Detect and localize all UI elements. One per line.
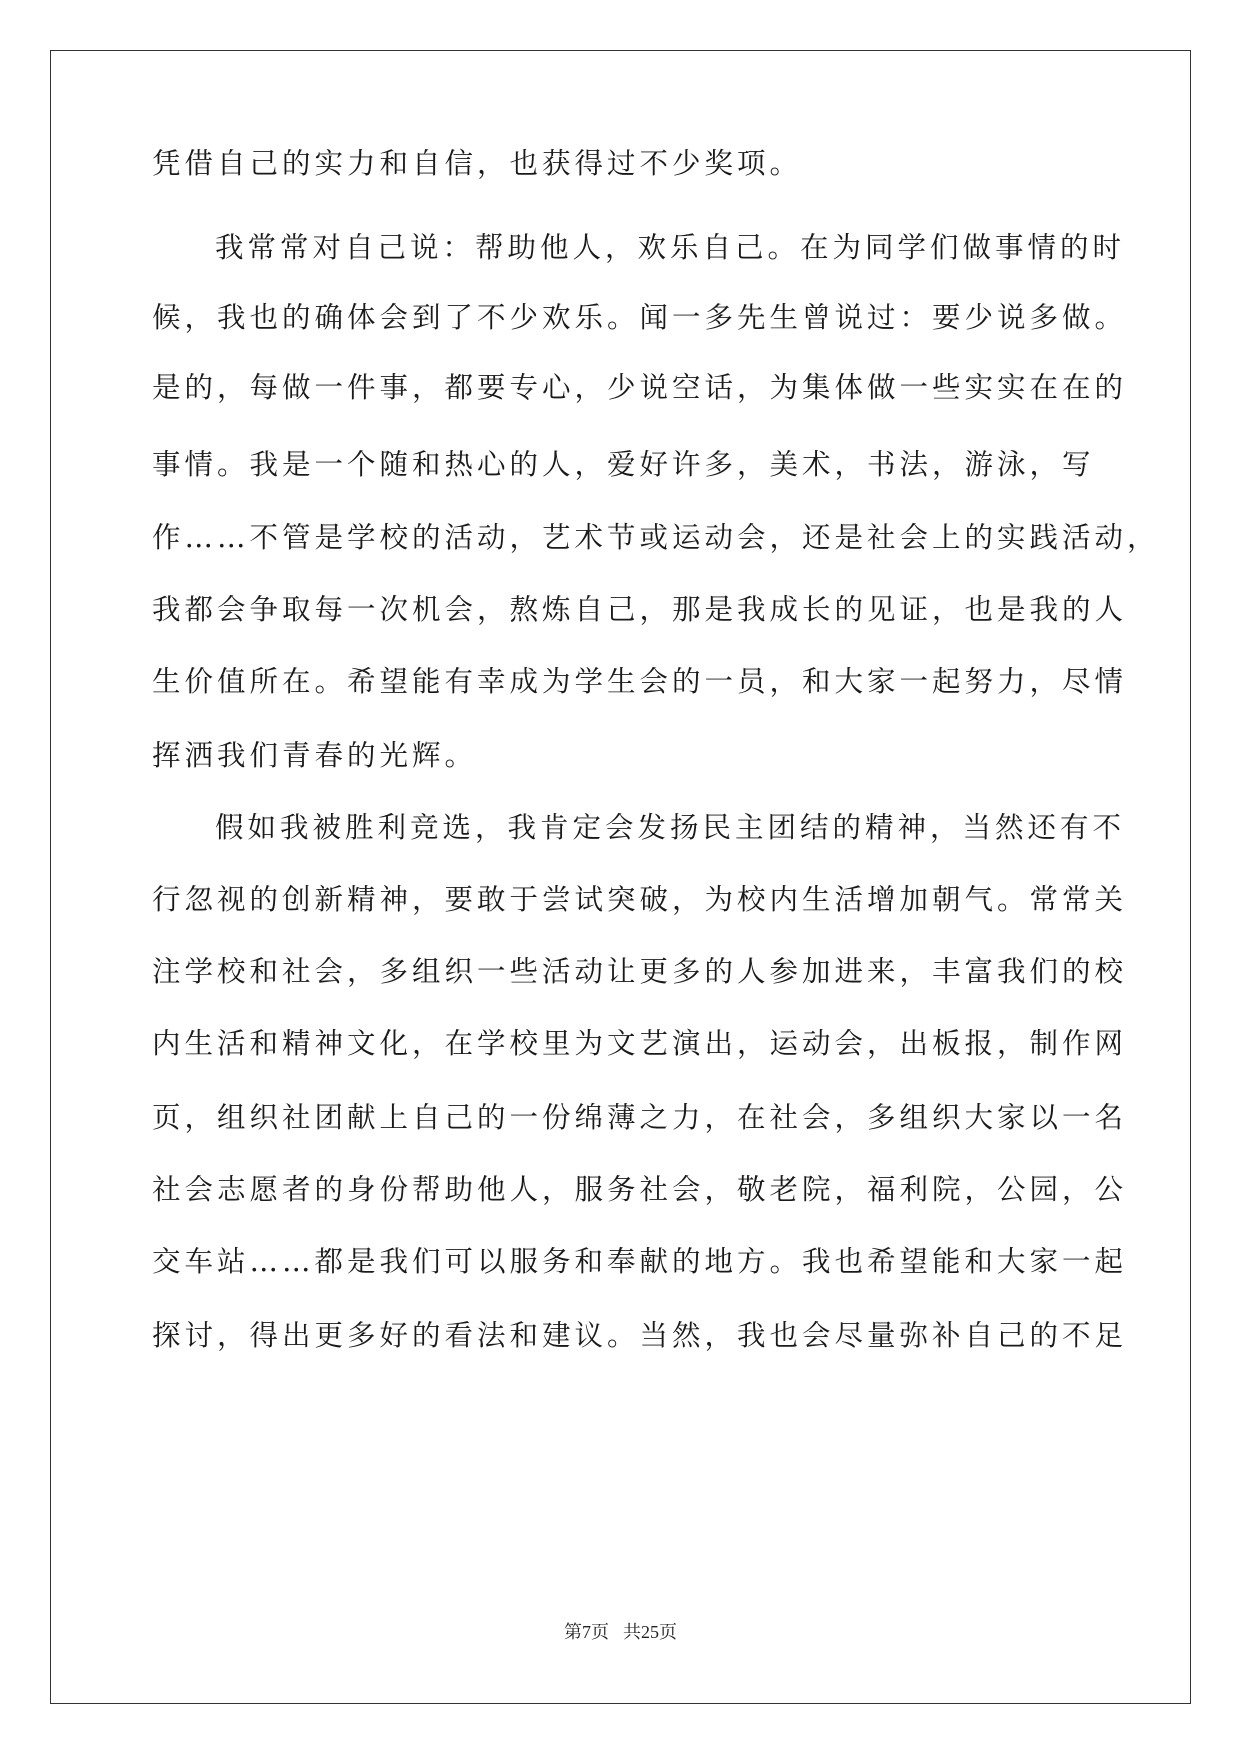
text-line: 事情。我是一个随和热心的人，爱好许多，美术，书法，游泳，写 (152, 448, 1095, 481)
page-total-prefix: 共 (623, 1622, 641, 1643)
paragraph-start-line: 我常常对自己说：帮助他人，欢乐自己。在为同学们做事情的时 (215, 231, 1126, 264)
text-line: 是的，每做一件事，都要专心，少说空话，为集体做一些实实在在的 (152, 371, 1128, 404)
text-line: 行忽视的创新精神，要敢于尝试突破，为校内生活增加朝气。常常关 (152, 883, 1128, 916)
text-line: 探讨，得出更多好的看法和建议。当然，我也会尽量弥补自己的不足 (152, 1319, 1128, 1352)
text-line: 内生活和精神文化，在学校里为文艺演出，运动会，出板报，制作网 (152, 1027, 1128, 1060)
text-line: 凭借自己的实力和自信，也获得过不少奖项。 (152, 147, 803, 180)
text-line: 页，组织社团献上自己的一份绵薄之力，在社会，多组织大家以一名 (152, 1101, 1128, 1134)
text-line: 我都会争取每一次机会，熬炼自己，那是我成长的见证，也是我的人 (152, 593, 1128, 626)
page-number-current: 7 (582, 1622, 591, 1642)
text-line: 社会志愿者的身份帮助他人，服务社会，敬老院，福利院，公园，公 (152, 1173, 1128, 1206)
page-number-prefix: 第 (564, 1622, 582, 1643)
page-number-suffix: 页 (591, 1622, 609, 1643)
page-footer (0, 1620, 1241, 1645)
page-total-suffix: 页 (659, 1622, 677, 1643)
text-line: 注学校和社会，多组织一些活动让更多的人参加进来，丰富我们的校 (152, 955, 1128, 988)
text-line: 挥洒我们青春的光辉。 (152, 739, 478, 772)
page-total-count: 25 (641, 1622, 659, 1642)
text-line: 候，我也的确体会到了不少欢乐。闻一多先生曾说过：要少说多做。 (152, 301, 1128, 334)
text-line: 生价值所在。希望能有幸成为学生会的一员，和大家一起努力，尽情 (152, 665, 1128, 698)
paragraph-start-line: 假如我被胜利竞选，我肯定会发扬民主团结的精神，当然还有不 (215, 811, 1126, 844)
text-line: 作……不管是学校的活动，艺术节或运动会，还是社会上的实践活动， (152, 521, 1160, 554)
text-line: 交车站……都是我们可以服务和奉献的地方。我也希望能和大家一起 (152, 1245, 1128, 1278)
